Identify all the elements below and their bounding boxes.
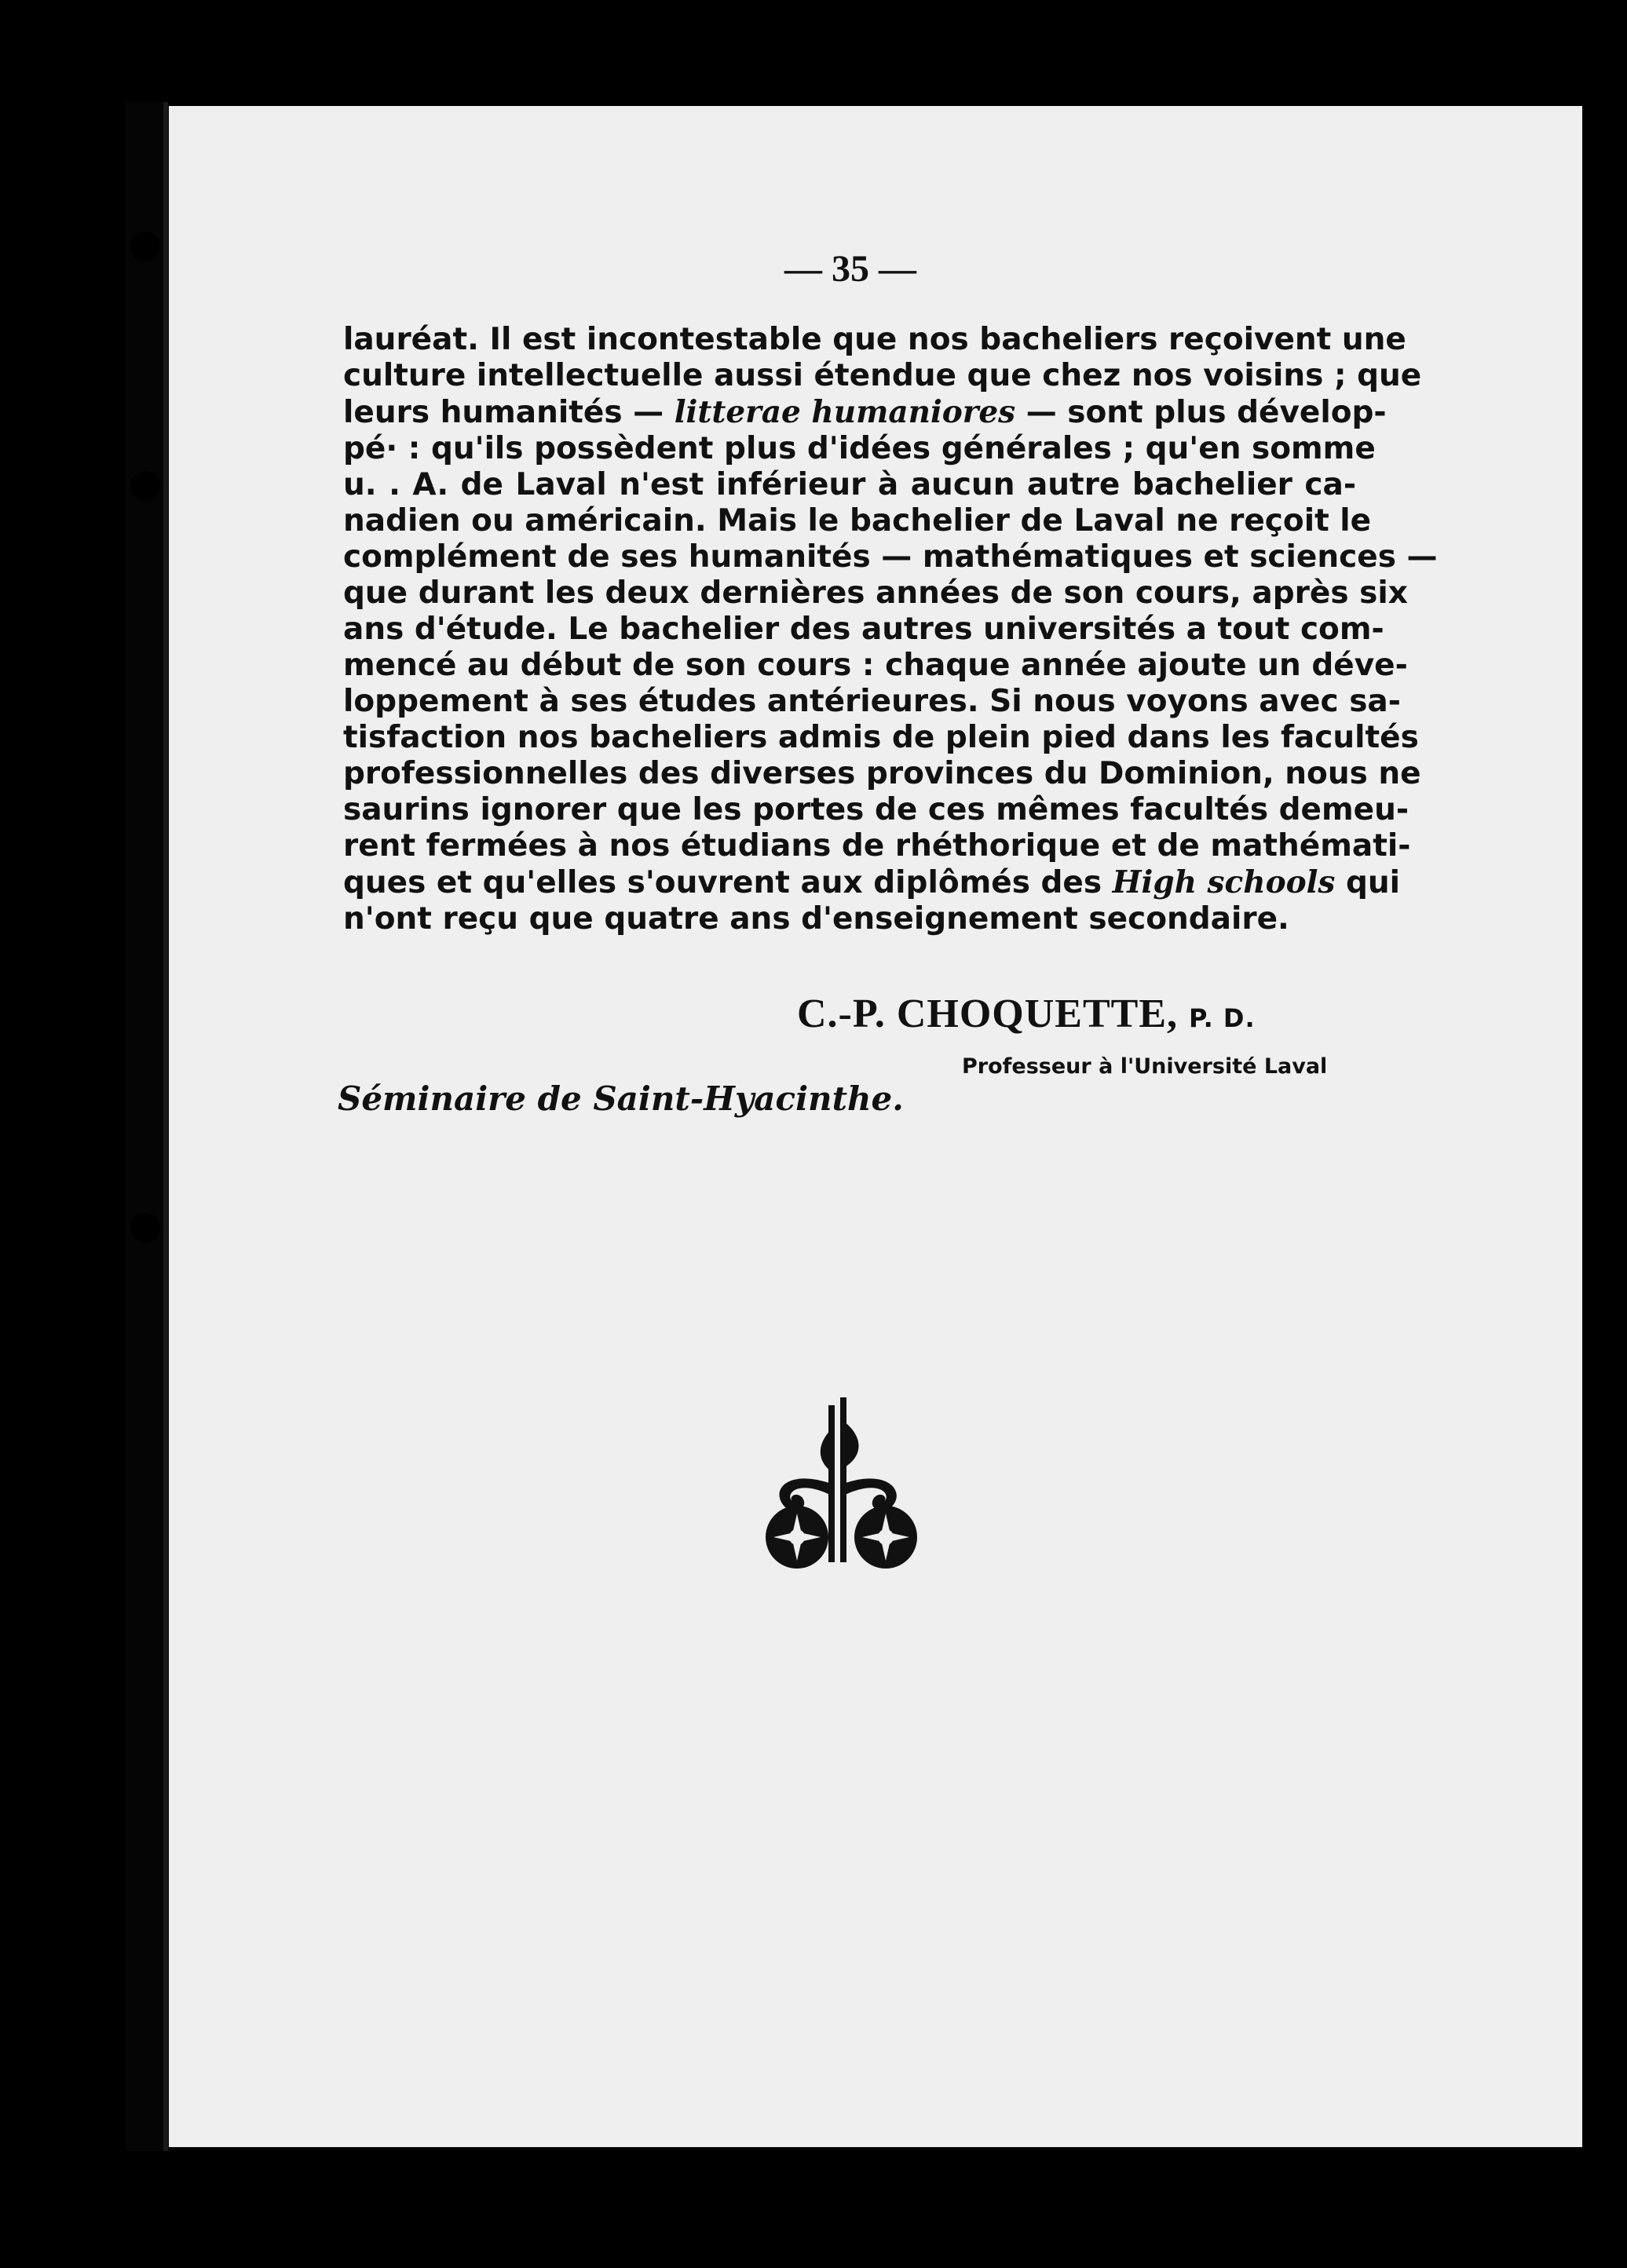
text-fragment: qui <box>1335 865 1401 900</box>
text-line <box>343 720 1419 756</box>
text-fragment: loppement à ses études antérieures. Si nous voyons avec sa- <box>343 684 1401 719</box>
author-location: Séminaire de Saint-Hyacinthe. <box>338 1079 904 1118</box>
text-fragment: ques et qu'elles s'ouvrent aux diplômés des <box>343 865 1113 900</box>
author-affiliation: Professeur à l'Université Laval <box>962 1054 1328 1079</box>
text-fragment: . . A. de Laval n'est inférieur à aucun autre bachelier ca- <box>364 467 1356 502</box>
text-line <box>343 901 1356 937</box>
text-fragment: — sont plus dévelop- <box>1015 395 1387 430</box>
text-line <box>343 394 1387 431</box>
text-line <box>343 539 1438 575</box>
text-line <box>343 612 1384 648</box>
italic-phrase: litterae humaniores <box>674 394 1016 430</box>
text-fragment: mencé au <box>343 648 521 683</box>
text-line <box>343 358 1422 394</box>
text-fragment: que durant les deux dernières années de son cours, après six <box>343 575 1408 611</box>
text-fragment: · : qu'ils possèdent plus d'idées générales ; qu'en somme <box>386 431 1376 466</box>
text-line <box>343 648 1408 684</box>
page-number: — 35 — <box>784 248 916 290</box>
text-line <box>343 864 1401 901</box>
spine-binding-knot <box>130 1213 160 1243</box>
fleuron-ornament-icon <box>754 1397 934 1578</box>
spine-binding-knot <box>130 232 160 261</box>
text-fragment: pé <box>343 431 386 466</box>
text-line <box>343 756 1421 792</box>
text-fragment: sauri <box>343 792 430 827</box>
text-fragment: rent fermées à nos étudians de rhéthorique et de mathémati- <box>343 828 1411 864</box>
text-fragment: culture intellectuelle aussi étendue que chez nos voisins ; que <box>343 358 1422 393</box>
text-fragment: u <box>343 467 365 502</box>
text-fragment: tisfaction nos bacheliers admis de plein pied dans les facultés <box>343 720 1419 755</box>
text-fragment: complément de ses humanités — mathématiques et sciences — <box>343 539 1438 575</box>
text-line <box>343 828 1411 864</box>
text-fragment: nadien ou américain. Mais le bachelier de Laval ne reçoit le <box>343 503 1372 539</box>
text-fragment: n'ont reçu que quatre ans d'enseignement secondaire. <box>343 901 1289 937</box>
author-signature <box>797 991 1256 1037</box>
text-fragment: professionnelles des diverses provinces du Dominion, nous ne <box>343 756 1421 791</box>
text-fragment: début de son cours : chaque année ajoute un déve- <box>520 648 1408 683</box>
text-line <box>343 431 1376 467</box>
book-spine <box>126 102 168 2151</box>
text-line <box>343 792 1409 828</box>
text-line <box>343 684 1401 720</box>
author-name: C.-P. CHOQUETTE, <box>797 992 1179 1036</box>
italic-phrase: High schools <box>1112 864 1336 900</box>
text-line <box>343 322 1406 358</box>
text-fragment: ns ignorer que les portes de ces mêmes facultés demeu- <box>429 792 1409 827</box>
text-fragment: leurs humanités — <box>343 395 675 430</box>
text-line <box>343 575 1408 612</box>
text-line <box>343 467 1356 503</box>
text-fragment: ans d'étude. Le bachelier des autres universités a tout com- <box>343 612 1384 647</box>
author-title: P. D. <box>1189 1003 1256 1033</box>
text-fragment: lauréat. Il est incontestable que nos bacheliers reçoivent une <box>343 322 1406 357</box>
spine-binding-knot <box>130 471 160 501</box>
body-paragraph <box>343 322 1438 937</box>
text-line <box>343 503 1372 539</box>
